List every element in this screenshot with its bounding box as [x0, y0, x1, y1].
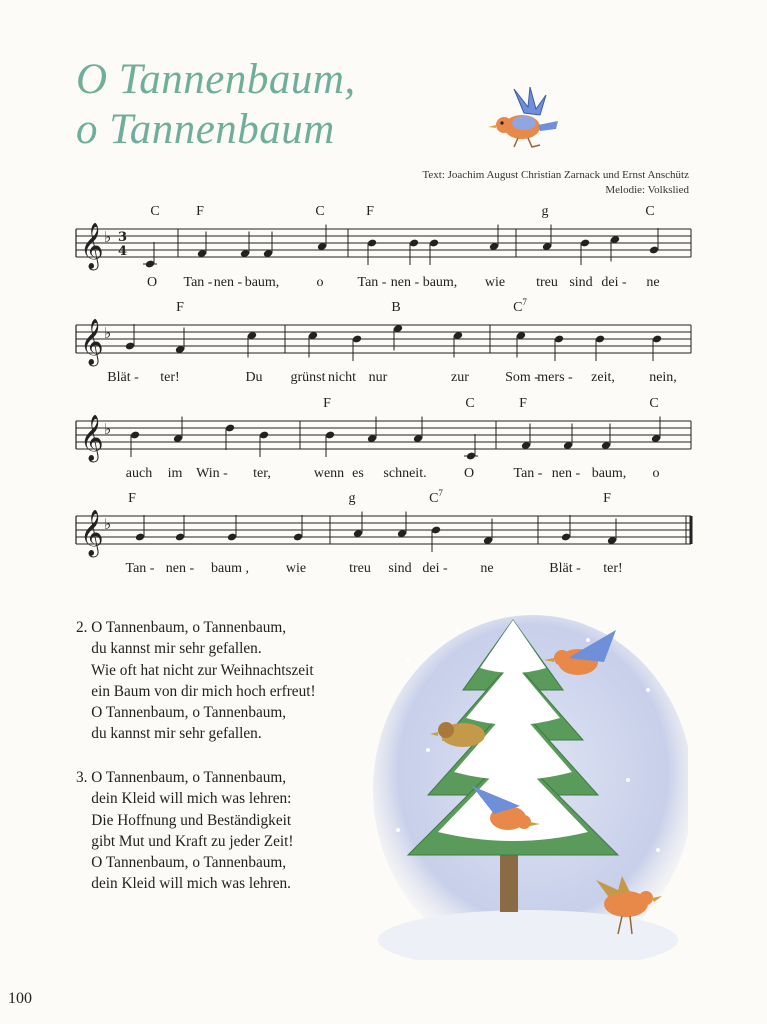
lyric-syllable: nen -: [551, 466, 581, 481]
verse-line: O Tannenbaum, o Tannenbaum,: [76, 704, 287, 722]
lyric-syllable: o: [652, 466, 660, 481]
time-signature-bottom: 4: [118, 244, 128, 259]
lyric-syllable: dei -: [601, 275, 627, 290]
lyric-syllable: nen -: [390, 275, 420, 290]
lyric-syllable: Tan -: [513, 466, 543, 481]
lyric-syllable: Tan -: [357, 275, 387, 290]
lyric-syllable: baum ,: [210, 561, 250, 576]
chord-symbol: g: [541, 204, 549, 219]
chord-symbol: B: [391, 300, 401, 315]
lyric-syllable: nur: [368, 370, 388, 385]
chord-symbol: g: [348, 491, 356, 506]
lyric-syllable: baum,: [422, 275, 458, 290]
chord-symbol: F: [323, 396, 331, 411]
chord-symbol: C: [315, 204, 325, 219]
flat-sign-icon: ♭: [104, 420, 112, 438]
verse-line: Die Hoffnung und Beständigkeit: [76, 811, 292, 829]
lyric-syllable: es: [352, 466, 364, 481]
lyric-syllable: Blät -: [107, 370, 139, 385]
lyric-syllable: treu: [536, 275, 558, 290]
flat-sign-icon: ♭: [104, 515, 112, 533]
verse-line: Wie oft hat nicht zur Weihnachtszeit: [76, 661, 314, 679]
verse-2: [76, 617, 316, 745]
page-number: 100: [8, 990, 32, 1007]
lyric-syllable: zeit,: [591, 370, 615, 385]
verse-line: dein Kleid will mich was lehren.: [76, 875, 291, 893]
lyric-syllable: ne: [480, 561, 494, 576]
lyric-syllable: mers -: [537, 370, 573, 385]
verse-line: 3. O Tannenbaum, o Tannenbaum,: [76, 769, 287, 786]
lyric-syllable: sind: [388, 561, 412, 576]
lyric-syllable: nein,: [649, 370, 677, 385]
snowy-fir-tree-with-birds: [368, 600, 688, 960]
verse-line: ein Baum von dir mich hoch erfreut!: [76, 682, 316, 700]
chord-symbol: C: [150, 204, 160, 219]
verse-line: O Tannenbaum, o Tannenbaum,: [76, 854, 287, 872]
lyric-syllable: nicht: [328, 370, 356, 385]
chord-symbol: C: [465, 396, 475, 411]
lyric-syllable: grünst: [290, 370, 326, 385]
lyric-syllable: wie: [285, 561, 307, 576]
flat-sign-icon: ♭: [104, 228, 112, 246]
lyric-syllable: ter,: [253, 466, 271, 481]
chord-symbol: C: [649, 396, 659, 411]
chord-symbol: F: [366, 204, 374, 219]
song-title-line-2: o Tannenbaum: [76, 106, 335, 153]
chord-symbol: $C^7$: [513, 297, 527, 315]
verse-line: dein Kleid will mich was lehren:: [76, 790, 292, 808]
treble-clef-icon: 𝄞: [80, 319, 104, 365]
lyric-syllable: dei -: [422, 561, 448, 576]
verse-line: du kannst mir sehr gefallen.: [76, 725, 262, 743]
chord-symbol: F: [603, 491, 611, 506]
lyric-syllable: baum,: [591, 466, 627, 481]
lyric-syllable: ter!: [160, 370, 180, 385]
chord-symbol: $C^7$: [429, 488, 443, 506]
chord-symbol: C: [645, 204, 655, 219]
time-signature-top: 3: [118, 230, 128, 245]
lyric-syllable: ne: [646, 275, 660, 290]
song-title-line-1: O Tannenbaum,: [76, 56, 356, 103]
chord-symbol: F: [128, 491, 136, 506]
lyric-syllable: Som -: [505, 370, 539, 385]
lyric-syllable: zur: [451, 370, 469, 385]
lyric-syllable: nen -: [165, 561, 195, 576]
lyric-syllable: Win -: [196, 466, 228, 481]
treble-clef-icon: 𝄞: [80, 223, 104, 269]
lyric-syllable: Blät -: [549, 561, 581, 576]
lyric-syllable: baum,: [244, 275, 280, 290]
lyric-syllable: im: [167, 466, 183, 481]
lyric-syllable: O: [463, 466, 475, 481]
credit-text: Text: Joachim August Christian Zarnack und Ernst Anschütz: [422, 169, 689, 181]
treble-clef-icon: 𝄞: [80, 415, 104, 461]
lyric-syllable: wenn: [313, 466, 345, 481]
treble-clef-icon: 𝄞: [80, 510, 104, 556]
lyric-syllable: Du: [245, 370, 263, 385]
lyric-syllable: o: [316, 275, 324, 290]
flat-sign-icon: ♭: [104, 324, 112, 342]
credit-melody: Melodie: Volkslied: [605, 184, 689, 196]
lyric-syllable: treu: [349, 561, 371, 576]
lyric-syllable: ter!: [603, 561, 623, 576]
lyric-syllable: nen -: [213, 275, 243, 290]
lyric-syllable: Tan -: [183, 275, 213, 290]
verse-line: 2. O Tannenbaum, o Tannenbaum,: [76, 619, 287, 636]
lyric-syllable: wie: [484, 275, 506, 290]
verse-line: gibt Mut und Kraft zu jeder Zeit!: [76, 832, 294, 850]
lyric-syllable: Tan -: [125, 561, 155, 576]
chord-symbol: F: [519, 396, 527, 411]
chord-symbol: F: [196, 204, 204, 219]
lyric-syllable: auch: [125, 466, 153, 481]
lyric-syllable: sind: [569, 275, 593, 290]
verse-line: du kannst mir sehr gefallen.: [76, 640, 262, 658]
lyric-syllable: O: [146, 275, 158, 290]
verse-3: [76, 767, 294, 895]
lyric-syllable: schneit.: [383, 466, 427, 481]
chord-symbol: F: [176, 300, 184, 315]
